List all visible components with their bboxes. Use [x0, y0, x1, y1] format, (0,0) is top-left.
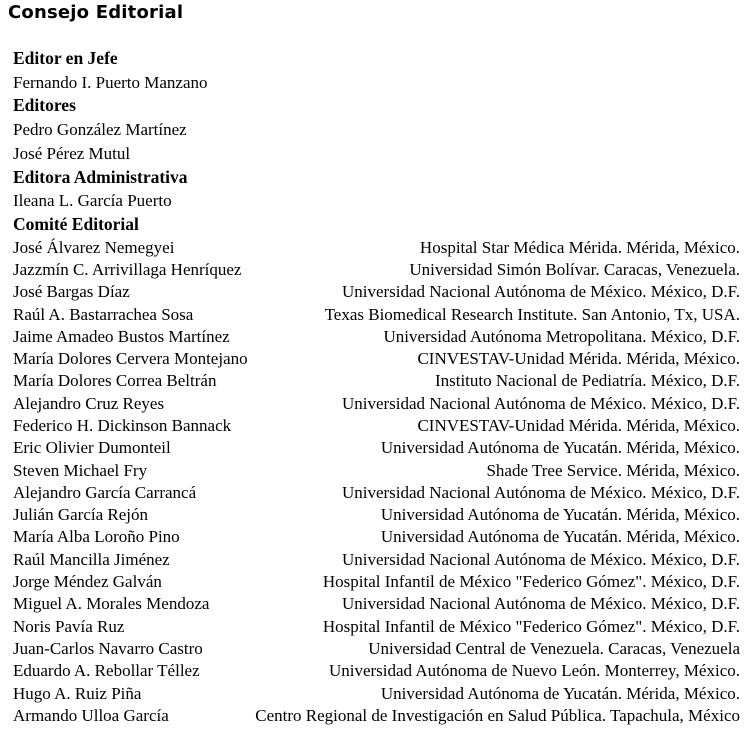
committee-member-affiliation: Universidad Autónoma de Yucatán. Mérida, México.	[380, 505, 740, 525]
committee-member-affiliation: Texas Biomedical Research Institute. San Antonio, Tx, USA.	[324, 304, 740, 324]
committee-member-affiliation: Universidad Autónoma de Yucatán. Mérida, México.	[380, 527, 740, 547]
committee-member-affiliation: Instituto Nacional de Pediatría. México, D.F.	[434, 371, 740, 391]
committee-member-name: Jorge Méndez Galván	[13, 572, 162, 592]
committee-row	[13, 348, 740, 370]
committee-row	[13, 259, 740, 281]
committee-row	[13, 593, 740, 615]
committee-row	[13, 683, 740, 705]
committee-row	[13, 638, 740, 660]
committee-member-name: Julián García Rejón	[13, 505, 149, 525]
committee-row	[13, 393, 740, 415]
member-name: Ileana L. García Puerto	[13, 191, 172, 211]
committee-member-affiliation: Universidad Autónoma de Yucatán. Mérida, México.	[380, 683, 740, 703]
committee-member-name: Alejandro García Carrancá	[13, 482, 197, 502]
committee-row	[13, 304, 740, 326]
committee-row	[13, 660, 740, 682]
committee-member-affiliation: Universidad Autónoma de Nuevo León. Monterrey, México.	[328, 661, 740, 681]
committee-row	[13, 437, 740, 459]
committee-member-name: Armando Ulloa García	[13, 705, 169, 725]
committee-member-affiliation: Universidad Nacional Autónoma de México. México, D.F.	[341, 393, 740, 413]
committee-member-name: Raúl A. Bastarrachea Sosa	[13, 304, 194, 324]
committee-member-affiliation: Universidad Nacional Autónoma de México. México, D.F.	[341, 482, 740, 502]
committee-member-name: José Bargas Díaz	[13, 282, 130, 302]
committee-member-affiliation: Universidad Simón Bolívar. Caracas, Venezuela.	[409, 259, 740, 279]
committee-member-name: Alejandro Cruz Reyes	[13, 393, 165, 413]
committee-member-affiliation: Hospital Infantil de México "Federico Gómez". México, D.F.	[322, 616, 740, 636]
committee-member-affiliation: Universidad Central de Venezuela. Caracas, Venezuela	[368, 638, 740, 658]
committee-row	[13, 237, 740, 259]
committee-member-name: Jazzmín C. Arrivillaga Henríquez	[13, 259, 242, 279]
editorial-sections	[13, 47, 740, 213]
section-heading: Editora Administrativa	[13, 166, 188, 187]
committee-heading: Comité Editorial	[13, 213, 139, 234]
committee-member-name: Federico H. Dickinson Bannack	[13, 416, 232, 435]
committee-rows	[13, 237, 740, 728]
committee-row	[13, 549, 740, 571]
committee-member-name: Noris Pavía Ruz	[13, 616, 125, 636]
committee-member-affiliation: Universidad Autónoma de Yucatán. Mérida, México.	[380, 438, 740, 458]
editorial-content	[13, 47, 740, 727]
committee-row	[13, 326, 740, 348]
committee-member-affiliation: CINVESTAV-Unidad Mérida. Mérida, México.	[417, 349, 740, 369]
committee-row	[13, 526, 740, 548]
committee-row	[13, 415, 740, 437]
page-title: Consejo Editorial	[8, 2, 184, 23]
committee-member-affiliation: Shade Tree Service. Mérida, México.	[486, 460, 740, 480]
committee-member-name: Juan-Carlos Navarro Castro	[13, 638, 203, 658]
committee-row	[13, 504, 740, 526]
committee-member-name: Miguel A. Morales Mendoza	[13, 594, 210, 614]
committee-member-name: Raúl Mancilla Jiménez	[13, 549, 170, 569]
committee-member-name: José Álvarez Nemegyei	[13, 237, 175, 257]
committee-member-affiliation: Universidad Nacional Autónoma de México. México, D.F.	[341, 594, 740, 614]
committee-member-affiliation: Hospital Star Médica Mérida. Mérida, México.	[419, 237, 740, 257]
committee-member-name: María Dolores Cervera Montejano	[13, 349, 248, 369]
committee-member-name: Jaime Amadeo Bustos Martínez	[13, 326, 230, 346]
committee-member-name: María Dolores Correa Beltrán	[13, 371, 217, 391]
committee-row	[13, 460, 740, 482]
committee-member-name: Steven Michael Fry	[13, 460, 148, 480]
committee-member-name: María Alba Loroño Pino	[13, 527, 180, 547]
committee-member-affiliation: Universidad Autónoma Metropolitana. México, D.F.	[383, 326, 740, 346]
member-name: Pedro González Martínez	[13, 120, 187, 140]
section-heading: Editores	[13, 95, 76, 116]
member-name: Fernando I. Puerto Manzano	[13, 72, 208, 92]
committee-member-affiliation: Universidad Nacional Autónoma de México. México, D.F.	[341, 282, 740, 302]
committee-row	[13, 705, 740, 727]
committee-row	[13, 370, 740, 392]
section-heading: Editor en Jefe	[13, 48, 118, 68]
committee-member-affiliation: Universidad Nacional Autónoma de México. México, D.F.	[341, 549, 740, 569]
committee-member-name: Eric Olivier Dumonteil	[13, 438, 171, 458]
committee-row	[13, 571, 740, 593]
committee-member-name: Eduardo A. Rebollar Téllez	[13, 661, 200, 681]
committee-row	[13, 482, 740, 504]
committee-member-affiliation: Hospital Infantil de México "Federico Gómez". México, D.F.	[322, 572, 740, 592]
committee-member-affiliation: Centro Regional de Investigación en Salud Pública. Tapachula, México	[255, 705, 740, 725]
committee-member-affiliation: CINVESTAV-Unidad Mérida. Mérida, México.	[417, 416, 740, 435]
committee-row	[13, 616, 740, 638]
committee-member-name: Hugo A. Ruiz Piña	[13, 683, 142, 703]
member-name: José Pérez Mutul	[13, 143, 131, 163]
committee-row	[13, 281, 740, 303]
